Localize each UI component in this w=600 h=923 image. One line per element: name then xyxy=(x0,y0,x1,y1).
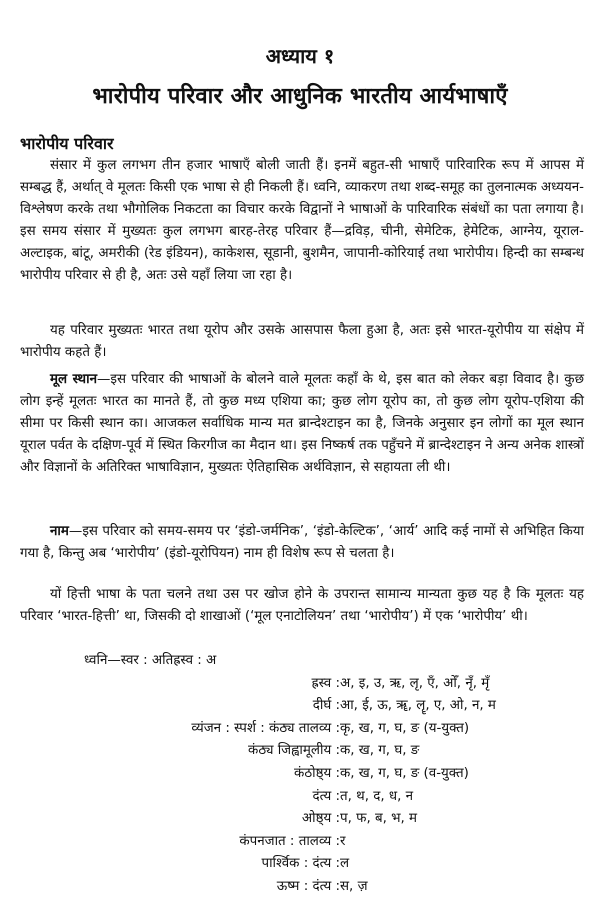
name-lead: नाम xyxy=(50,524,69,539)
phonology-value: अ, इ, उ, ऋ, लृ, एँ, ओँ, नृँ, मृँ xyxy=(340,675,490,691)
phonology-row xyxy=(0,740,600,763)
phonology-head-row xyxy=(0,650,600,673)
phonology-label: व्यंजन : स्पर्श : कंठ्य तालव्य : xyxy=(191,720,340,736)
phonology-label: ओष्ठ्य : xyxy=(301,811,340,827)
name-text: —इस परिवार को समय-समय पर ‘इंडो-जर्मनिक’, ‘इंडो-केल्टिक’, ‘आर्य’ आदि कई नामों से अभिहित किया गया है, किन्तु अब ‘भारोपीय’ (इंडो-यूरोपियन) नाम ही विशेष रूप से चलता है। xyxy=(20,524,584,561)
phonology-value: आ, ई, ऊ, ॠ, लॄ, ए, ओ, न, म xyxy=(340,698,496,714)
phonology-value: त, थ, द, ध, न xyxy=(340,788,414,804)
phonology-value: र xyxy=(340,833,346,849)
phonology-value: कृ, ख, ग, घ, ङ (य-युक्त) xyxy=(340,720,470,736)
phonology-label: कंठोष्ठ्य : xyxy=(294,765,340,781)
original-home-text: —इस परिवार की भाषाओं के बोलने वाले मूलतः कहाँ के थे, इस बात को लेकर बड़ा विवाद है। कुछ लोग इन्हें मूलतः भारत का मानते हैं, तो कुछ मध्य एशिया का; कुछ लोग यूरोप का, तो कुछ लोग यूरोप-एशिया की सीमा पर किसी स्थान का। आजकल सर्वाधिक मान्य मत ब्रान्देश्टाइन का है, जिनके अनुसार इन लोगों का मूल स्थान यूराल पर्वत के दक्षिण-पूर्व में स्थित किरगीज का मैदान था। इस निष्कर्ष तक पहुँचने में ब्रान्देश्टाइन ने अन्य अनेक शास्त्रों और विज्ञानों के अतिरिक्त भाषाविज्ञान, मुख्यतः ऐतिहासिक अर्थविज्ञान, से सहायता ली थी। xyxy=(20,372,584,475)
phonology-label: ह्रस्व : xyxy=(311,675,340,691)
phonology-row xyxy=(0,718,600,741)
phonology-row xyxy=(0,786,600,809)
phonology-label: ऊष्म : दंत्य : xyxy=(276,878,340,894)
chapter-title: भारोपीय परिवार और आधुनिक भारतीय आर्यभाषाएँ xyxy=(92,84,508,109)
phonology-value: क, ख, ग, घ, ङ (व-युक्त) xyxy=(340,765,469,781)
phonology-row xyxy=(0,673,600,696)
phonology-row xyxy=(0,831,600,854)
phonology-row xyxy=(0,763,600,786)
phonology-label: कंपनजात : तालव्य : xyxy=(239,833,340,849)
paragraph-original-home xyxy=(20,369,584,479)
phonology-row xyxy=(0,695,600,718)
phonology-list xyxy=(0,650,600,899)
phonology-label: दीर्घ : xyxy=(312,698,340,714)
phonology-row xyxy=(0,876,600,899)
phonology-label: कंठ्य जिह्वामूलीय : xyxy=(248,743,340,759)
paragraph-hittite: यों हित्ती भाषा के पता चलने तथा उस पर खोज होने के उपरान्त सामान्य मान्यता कुछ यह है कि मूलतः यह परिवार ‘भारत-हित्ती’ था, जिसकी दो शाखाओं (‘मूल एनाटोलियन’ तथा ‘भारोपीय’) में एक ‘भारोपीय’ थी। xyxy=(20,587,584,624)
phonology-label: दंत्य : xyxy=(312,788,340,804)
phonology-value: प, फ, ब, भ, म xyxy=(340,811,418,827)
phonology-value: क, ख, ग, घ, ङ xyxy=(340,743,420,759)
phonology-head: ध्वनि—स्वर : अतिह्रस्व : अ xyxy=(84,653,217,668)
phonology-value: स, ज़ xyxy=(340,878,368,894)
phonology-value: ल xyxy=(340,856,350,872)
paragraph-name xyxy=(20,521,584,565)
phonology-row xyxy=(0,808,600,831)
paragraph-name-origin: यह परिवार मुख्यतः भारत तथा यूरोप और उसके आसपास फैला हुआ है, अतः इसे भारत-यूरोपीय या संक्षेप में भारोपीय कहते हैं। xyxy=(20,323,584,360)
section-heading: भारोपीय परिवार xyxy=(20,134,114,153)
original-home-lead: मूल स्थान xyxy=(50,372,98,387)
phonology-label: पार्श्विक : दंत्य : xyxy=(261,856,340,872)
chapter-number: अध्याय १ xyxy=(265,44,335,68)
phonology-row xyxy=(0,853,600,876)
paragraph-intro: संसार में कुल लगभग तीन हजार भाषाएँ बोली जाती हैं। इनमें बहुत-सी भाषाएँ पारिवारिक रूप में आपस में सम्बद्ध हैं, अर्थात् वे मूलतः किसी एक भाषा से ही निकली हैं। ध्वनि, व्याकरण तथा शब्द-समूह का तुलनात्मक अध्ययन-विश्लेषण करके तथा भौगोलिक निकटता का विचार करके विद्वानों ने भाषाओं के पारिवारिक संबंधों का पता लगाया है। इस समय संसार में मुख्यतः कुल लगभग बारह-तेरह परिवार हैं—द्रविड़, चीनी, सेमेटिक, हेमेटिक, आग्नेय, यूराल-अल्टाइक, बांटू, अमरीकी (रेड इंडियन), काकेशस, सूडानी, बुशमैन, जापानी-कोरियाई तथा भारोपीय। हिन्दी का सम्बन्ध भारोपीय परिवार से ही है, अतः उसे यहाँ लिया जा रहा है। xyxy=(20,158,584,283)
